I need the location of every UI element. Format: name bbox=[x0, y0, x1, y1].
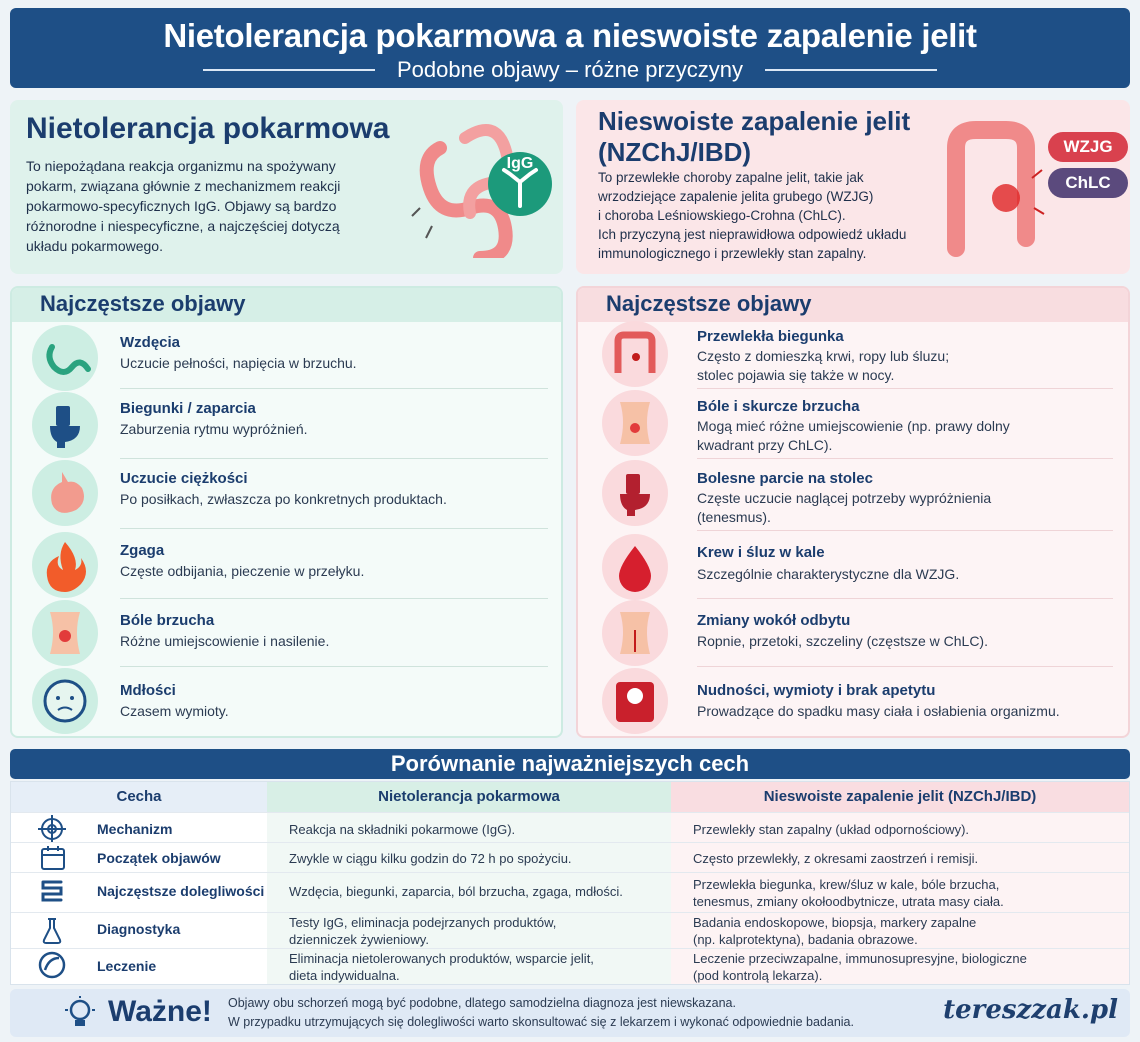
cell-food: Eliminacja nietolerowanych produktów, wsparcie jelit, bbox=[289, 951, 594, 966]
comparison-title: Porównanie najważniejszych cech bbox=[10, 749, 1130, 779]
toilet-icon bbox=[32, 392, 98, 458]
food-intolerance-intro bbox=[10, 100, 563, 274]
symptom-desc: Zaburzenia rytmu wypróżnień. bbox=[120, 421, 308, 437]
symptoms-title: Najczęstsze objawy bbox=[606, 291, 812, 316]
cell-food: dzienniczek żywieniowy. bbox=[289, 932, 429, 947]
page-title: Nietolerancja pokarmowa a nieswoiste zapalenie jelit bbox=[163, 17, 977, 54]
food-intolerance-title: Nietolerancja pokarmowa bbox=[26, 112, 390, 145]
intestine-icon bbox=[32, 325, 98, 391]
intro-line: immunologicznego i przewlekły stan zapalny. bbox=[598, 246, 867, 261]
inflamed-colon-icon bbox=[602, 321, 668, 387]
abdomen-pain-icon bbox=[602, 390, 668, 456]
symptom-desc: Ropnie, przetoki, szczeliny (częstsze w ChLC). bbox=[697, 633, 988, 649]
symptom-desc: Różne umiejscowienie i nasilenie. bbox=[120, 633, 330, 649]
subtitle-line-right bbox=[765, 69, 937, 71]
important-note bbox=[10, 989, 1130, 1037]
cell-ibd: tenesmus, zmiany okołoodbytnicze, utrata masy ciała. bbox=[693, 894, 1004, 909]
intro-line: wrzodziejące zapalenie jelita grubego (WZJG) bbox=[598, 189, 874, 204]
intro-line: różnorodne i niespecyficzne, a najczęściej dotyczą bbox=[26, 218, 340, 234]
cell-ibd: Przewlekła biegunka, krew/śluz w kale, bóle brzucha, bbox=[693, 877, 1000, 892]
feature-label: Leczenie bbox=[97, 958, 157, 974]
ibd-symptoms bbox=[576, 286, 1130, 738]
symptom-title: Bóle i skurcze brzucha bbox=[697, 398, 860, 415]
note-line: Objawy obu schorzeń mogą być podobne, dlatego samodzielna diagnoza jest niewskazana. bbox=[228, 996, 736, 1010]
fire-icon bbox=[32, 532, 98, 598]
important-label: Ważne! bbox=[108, 995, 212, 1028]
symptom-title: Przewlekła biegunka bbox=[697, 328, 844, 345]
comparison-table bbox=[10, 781, 1130, 985]
symptom-desc: Czasem wymioty. bbox=[120, 703, 229, 719]
stomach-icon bbox=[32, 460, 98, 526]
cell-ibd: Leczenie przeciwzapalne, immunosupresyjne, biologiczne bbox=[693, 951, 1027, 966]
feature-label: Diagnostyka bbox=[97, 921, 181, 937]
inflamed-colon-illustration-icon bbox=[936, 118, 1046, 268]
toilet-icon bbox=[602, 460, 668, 526]
symptom-title: Zgaga bbox=[120, 542, 165, 559]
badge-chlc: ChLC bbox=[1048, 168, 1128, 198]
cell-food: Wzdęcia, biegunki, zaparcia, ból brzucha, zgaga, mdłości. bbox=[289, 884, 623, 899]
feature-label: Najczęstsze dolegliwości bbox=[97, 883, 265, 899]
calendar-icon bbox=[39, 844, 67, 872]
header-feature: Cecha bbox=[116, 788, 162, 805]
symptom-desc: Szczególnie charakterystyczne dla WZJG. bbox=[697, 566, 960, 582]
symptom-desc: kwadrant przy ChLC). bbox=[697, 437, 833, 453]
intro-line: pokarmowo-specyficznych IgG. Objawy są bardzo bbox=[26, 198, 337, 214]
target-icon bbox=[37, 814, 67, 844]
flask-icon bbox=[39, 916, 65, 946]
symptom-desc: Mogą mieć różne umiejscowienie (np. prawy dolny bbox=[697, 418, 1010, 434]
page-header bbox=[10, 8, 1130, 88]
cell-food: dieta indywidualna. bbox=[289, 968, 400, 983]
subtitle-line-left bbox=[203, 69, 375, 71]
symptom-title: Zmiany wokół odbytu bbox=[697, 612, 851, 629]
cell-food: Testy IgG, eliminacja podejrzanych produktów, bbox=[289, 915, 557, 930]
lightbulb-icon bbox=[60, 995, 100, 1031]
symptom-desc: Częste odbijania, pieczenie w przełyku. bbox=[120, 563, 365, 579]
intro-line: pokarm, związana głównie z mechanizmem reakcji bbox=[26, 178, 341, 194]
treatment-icon bbox=[37, 950, 67, 980]
intro-line: To przewlekłe choroby zapalne jelit, takie jak bbox=[598, 170, 864, 185]
ibd-title: Nieswoiste zapalenie jelit bbox=[598, 106, 911, 136]
cell-ibd: Przewlekły stan zapalny (układ odpornościowy). bbox=[693, 822, 970, 837]
brand-logo[interactable]: tereszzak.pl bbox=[943, 995, 1118, 1025]
symptom-desc: (tenesmus). bbox=[697, 509, 771, 525]
food-intolerance-symptoms bbox=[10, 286, 563, 738]
nausea-face-icon bbox=[32, 668, 98, 734]
badge-wzjg: WZJG bbox=[1048, 132, 1128, 162]
symptom-desc: Częste uczucie naglącej potrzeby wypróżnienia bbox=[697, 490, 992, 506]
blood-drop-icon bbox=[602, 534, 668, 600]
symptom-title: Uczucie ciężkości bbox=[120, 470, 248, 487]
intro-line: układu pokarmowego. bbox=[26, 238, 163, 254]
note-line: W przypadku utrzymujących się dolegliwości warto skonsultować się z lekarzem i wykonać odpowiednie badania. bbox=[228, 1015, 854, 1029]
ibd-title-abbr: (NZChJ/IBD) bbox=[598, 137, 752, 167]
cell-food: Zwykle w ciągu kilku godzin do 72 h po spożyciu. bbox=[289, 851, 572, 866]
symptom-title: Bóle brzucha bbox=[120, 612, 215, 629]
symptom-title: Wzdęcia bbox=[120, 334, 181, 351]
page-subtitle: Podobne objawy – różne przyczyny bbox=[396, 57, 744, 82]
header-food-intolerance: Nietolerancja pokarmowa bbox=[378, 788, 560, 805]
perianal-icon bbox=[602, 600, 668, 666]
intestine-illustration-icon bbox=[410, 108, 558, 258]
symptom-desc: Prowadzące do spadku masy ciała i osłabienia organizmu. bbox=[697, 703, 1060, 719]
igg-label: IgG bbox=[506, 155, 534, 172]
symptoms-title: Najczęstsze objawy bbox=[40, 291, 246, 316]
cell-ibd: (np. kalprotektyna), badania obrazowe. bbox=[693, 932, 918, 947]
scale-icon bbox=[602, 668, 668, 734]
abdomen-icon bbox=[32, 600, 98, 666]
symptom-desc: Uczucie pełności, napięcia w brzuchu. bbox=[120, 355, 357, 371]
symptom-title: Nudności, wymioty i brak apetytu bbox=[697, 682, 936, 699]
symptom-desc: Po posiłkach, zwłaszcza po konkretnych produktach. bbox=[120, 491, 447, 507]
intro-line: Ich przyczyną jest nieprawidłowa odpowiedź układu bbox=[598, 227, 907, 242]
symptom-title: Bolesne parcie na stolec bbox=[697, 470, 873, 487]
intro-line: To niepożądana reakcja organizmu na spożywany bbox=[26, 158, 336, 174]
cell-ibd: Często przewlekły, z okresami zaostrzeń i remisji. bbox=[693, 851, 979, 866]
symptom-title: Krew i śluz w kale bbox=[697, 544, 825, 561]
header-ibd: Nieswoiste zapalenie jelit (NZChJ/IBD) bbox=[763, 788, 1037, 805]
ibd-intro bbox=[576, 100, 1130, 274]
cell-ibd: Badania endoskopowe, biopsja, markery zapalne bbox=[693, 915, 977, 930]
cell-ibd: (pod kontrolą lekarza). bbox=[693, 968, 823, 983]
symptom-desc: stolec pojawia się także w nocy. bbox=[697, 367, 895, 383]
symptom-title: Biegunki / zaparcia bbox=[120, 400, 256, 417]
cell-food: Reakcja na składniki pokarmowe (IgG). bbox=[289, 822, 516, 837]
symptom-title: Mdłości bbox=[120, 682, 176, 699]
feature-label: Początek objawów bbox=[97, 850, 221, 866]
feature-label: Mechanizm bbox=[97, 821, 173, 837]
intro-line: i choroba Leśniowskiego-Crohna (ChLC). bbox=[598, 208, 846, 223]
intestine-icon bbox=[37, 876, 67, 906]
symptom-desc: Często z domieszką krwi, ropy lub śluzu; bbox=[697, 348, 950, 364]
